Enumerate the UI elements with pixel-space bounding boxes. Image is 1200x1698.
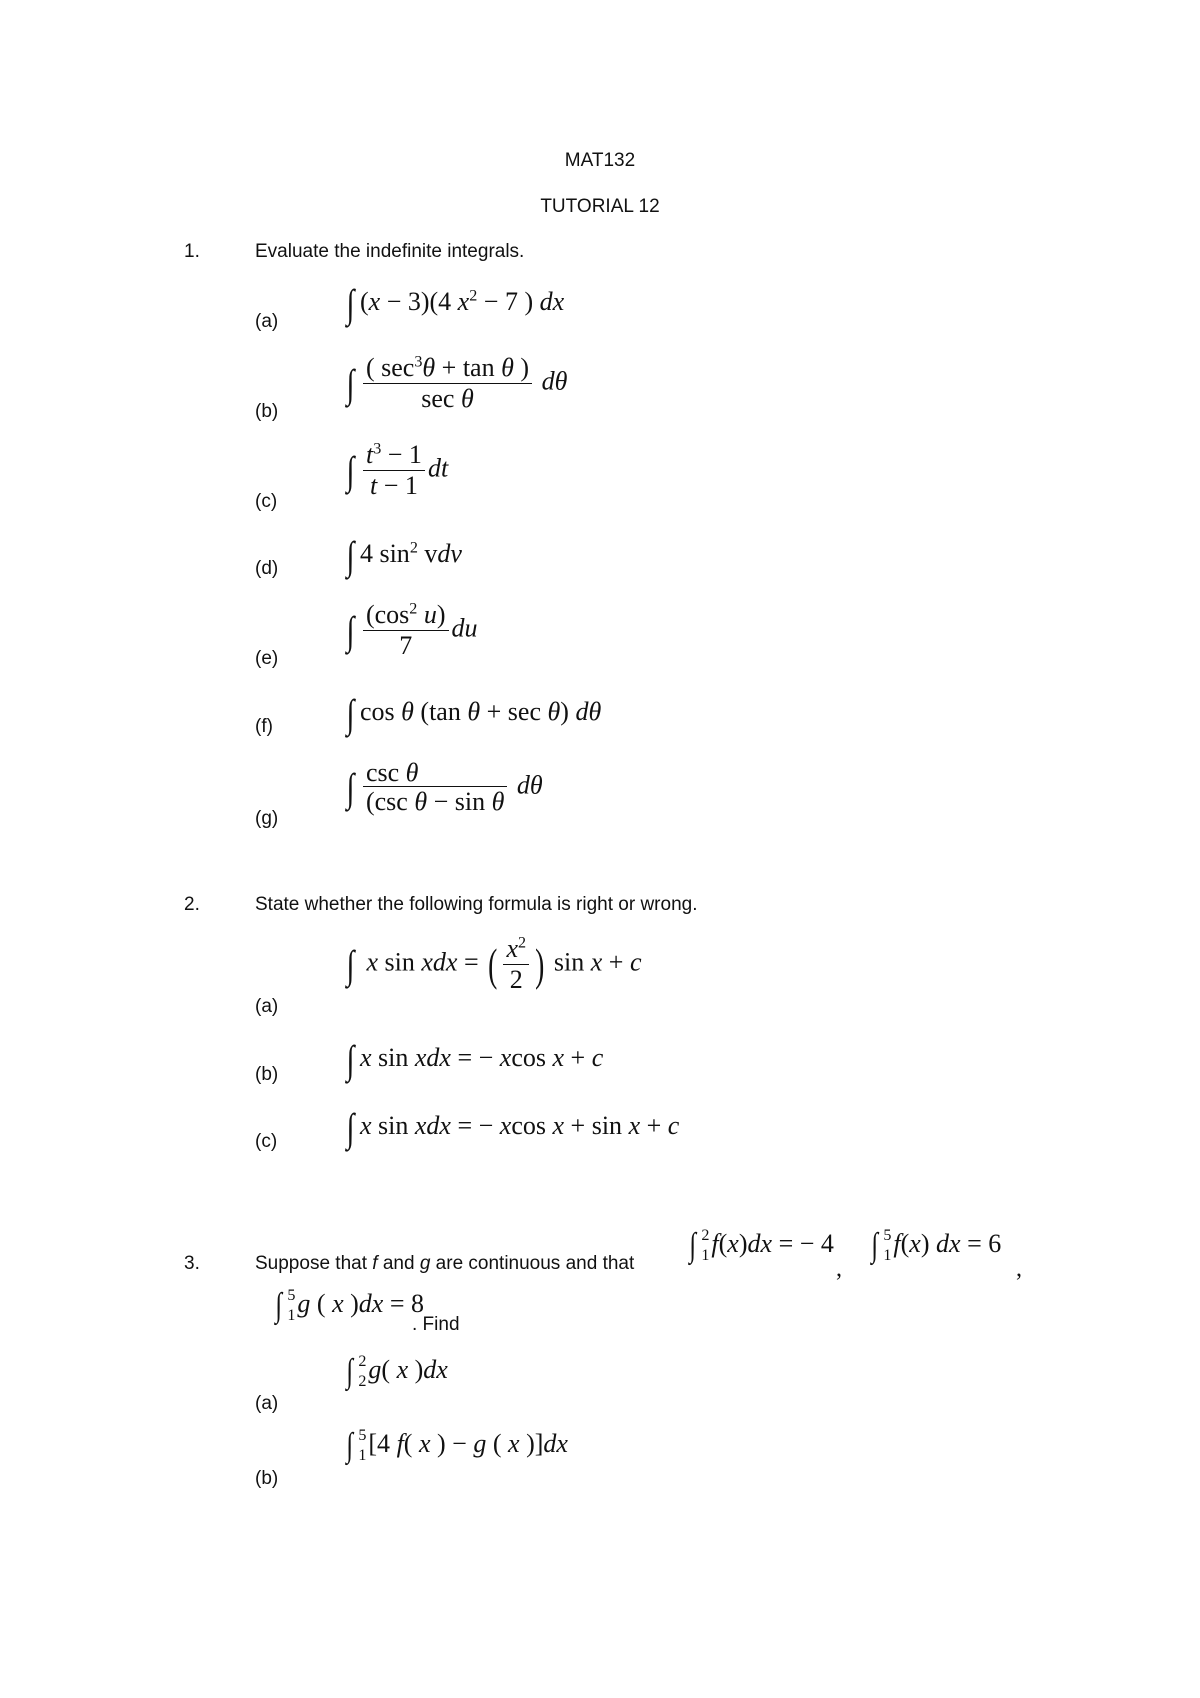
q3-given-g-1-5: ∫ 5 1 g ( x )dx = 8 bbox=[275, 1287, 424, 1325]
q2c-formula: ∫ x sin xdx = − xcos x + sin x + c bbox=[346, 1105, 680, 1150]
q3-number: 3. bbox=[184, 1253, 200, 1274]
q2a-formula: ∫ x sin xdx = ( $\frac{x^2}{2}$ ) sin x + c bbox=[346, 934, 642, 994]
q1f-label: (f) bbox=[255, 716, 273, 737]
q3-given-f-1-2: ∫ 2 1 f(x)dx = − 4 bbox=[689, 1227, 834, 1265]
q1d-integral: ∫ 4 $\sin^2$ vdv bbox=[346, 533, 462, 578]
q1c-label: (c) bbox=[255, 491, 278, 512]
q1a-label: (a) bbox=[255, 311, 279, 332]
course-code: MAT132 bbox=[564, 150, 636, 171]
q3-comma-2: , bbox=[1016, 1256, 1022, 1282]
q3-find: . Find bbox=[412, 1314, 460, 1335]
q3-text: Suppose that f and g are continuous and that bbox=[255, 1253, 635, 1274]
q1c-integral: ∫ $\frac{t^3 - 1}{t - 1}$ dt bbox=[346, 440, 449, 500]
q1e-integral: ∫ $\frac{(\cos^2 u)}{7}$ du bbox=[346, 600, 478, 660]
q1e-label: (e) bbox=[255, 648, 279, 669]
q3a-integral: ∫ 2 2 g( x )dx bbox=[346, 1353, 448, 1391]
tutorial-title: TUTORIAL 12 bbox=[540, 196, 660, 217]
q2b-formula: ∫ x sin xdx = − xcos x + c bbox=[346, 1037, 604, 1082]
q1d-label: (d) bbox=[255, 558, 279, 579]
q1g-integral: ∫ $\frac{\text{csc θ}}{\text{(csc θ − sin θ}}$ dθ bbox=[346, 758, 543, 816]
q1-text: Evaluate the indefinite integrals. bbox=[255, 241, 525, 262]
q2-number: 2. bbox=[184, 894, 200, 915]
q2-text: State whether the following formula is right or wrong. bbox=[255, 894, 698, 915]
q1-number: 1. bbox=[184, 241, 200, 262]
q2b-label: (b) bbox=[255, 1064, 279, 1085]
q1g-label: (g) bbox=[255, 808, 279, 829]
q2a-label: (a) bbox=[255, 996, 279, 1017]
q3b-integral: ∫ 5 1 [4 f( x ) − g ( x )]dx bbox=[346, 1427, 568, 1465]
q3a-label: (a) bbox=[255, 1393, 279, 1414]
q3b-label: (b) bbox=[255, 1468, 279, 1489]
q1b-integral: ∫ $\frac{( \sec^3\theta + \tan \theta )}{\text{sec θ}}$ dθ bbox=[346, 353, 568, 413]
q2c-label: (c) bbox=[255, 1131, 278, 1152]
q3-comma-1: , bbox=[836, 1256, 842, 1282]
q1a-integral: ∫ (x − 3)(4 $x^2 - 7$ ) dx bbox=[346, 281, 565, 326]
q1f-integral: ∫ cos θ (tan θ + sec θ) dθ bbox=[346, 691, 602, 736]
q1b-label: (b) bbox=[255, 401, 279, 422]
q3-given-f-1-5: ∫ 5 1 f(x) dx = 6 bbox=[871, 1227, 1002, 1265]
